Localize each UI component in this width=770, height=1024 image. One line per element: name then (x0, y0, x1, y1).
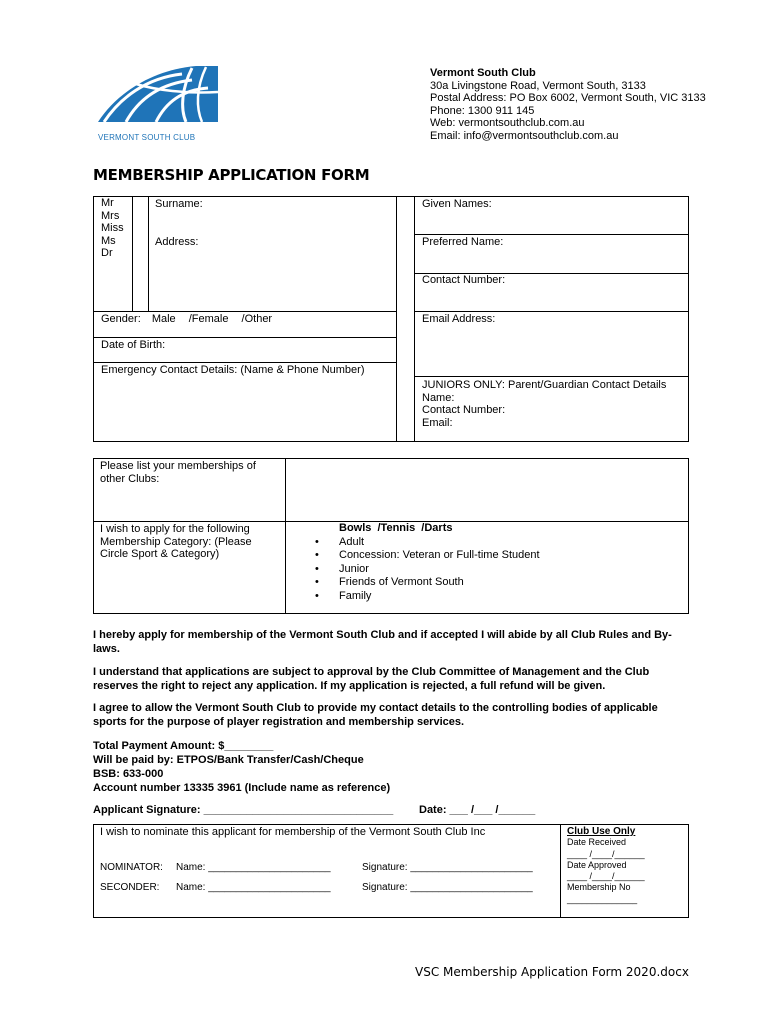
membership-no-field[interactable]: ______________ (567, 893, 638, 904)
gender-label: Gender: (101, 313, 141, 325)
declaration-privacy: I agree to allow the Vermont South Club to provide my contact details to the controlling bodies of applicable sports for the purpose of player registration and membership services. (93, 702, 658, 728)
total-payment-field[interactable]: Total Payment Amount: $________ (93, 740, 274, 752)
category-item[interactable]: • Friends of Vermont South (339, 576, 679, 590)
title-option[interactable]: Ms (101, 234, 116, 247)
date-received-field[interactable]: ____ /____/______ (567, 848, 645, 859)
other-clubs-input[interactable] (287, 460, 687, 520)
logo-text: VERMONT SOUTH CLUB (98, 133, 196, 142)
membership-no-label: Membership No (567, 882, 631, 893)
gender-option-male[interactable]: Male (151, 313, 176, 325)
logo-graphic (96, 64, 220, 124)
club-contact-block (430, 67, 750, 143)
date-approved-field[interactable]: ____ /____/______ (567, 871, 645, 882)
other-clubs-label: Please list your memberships of other Clubs: (100, 460, 256, 485)
club-email: Email: info@vermontsouthclub.com.au (430, 129, 619, 142)
category-item[interactable]: • Family (339, 590, 679, 604)
category-options (339, 522, 679, 603)
given-names-field[interactable]: Given Names: (422, 198, 492, 210)
account-number: Account number 13335 3961 (Include name as reference) (93, 782, 391, 794)
club-address: 30a Livingstone Road, Vermont South, 3133 (430, 79, 646, 92)
signature-date-field[interactable]: Date: ___ /___ /______ (419, 804, 536, 816)
payment-method: Will be paid by: ETPOS/Bank Transfer/Cash/Cheque (93, 754, 364, 766)
sports-options[interactable]: Bowls /Tennis /Darts (339, 522, 453, 534)
bsb: BSB: 633-000 (93, 768, 164, 780)
seconder-name-field[interactable]: Name: ______________________ (176, 882, 331, 893)
juniors-name-field[interactable]: Name: (422, 391, 455, 404)
title-options (101, 197, 124, 260)
form-title: MEMBERSHIP APPLICATION FORM (93, 166, 370, 184)
gender-field (101, 313, 272, 326)
emergency-contact-field[interactable]: Emergency Contact Details: (Name & Phone Number) (101, 364, 365, 376)
title-option[interactable]: Miss (101, 222, 124, 235)
email-address-field[interactable]: Email Address: (422, 313, 496, 325)
payment-block (93, 739, 683, 795)
club-use-block (567, 826, 685, 905)
juniors-contact-field[interactable]: Contact Number: (422, 404, 506, 417)
contact-number-field[interactable]: Contact Number: (422, 274, 506, 286)
gender-option-other[interactable]: /Other (241, 313, 273, 325)
preferred-name-field[interactable]: Preferred Name: (422, 236, 504, 248)
category-label: I wish to apply for the following Membership Category: (Please Circle Sport & Category) (100, 523, 252, 561)
club-use-heading: Club Use Only (567, 826, 636, 837)
seconder-label: SECONDER: (100, 882, 160, 893)
category-item[interactable]: • Junior (339, 563, 679, 577)
surname-field[interactable]: Surname: (155, 198, 203, 210)
club-phone: Phone: 1300 911 145 (430, 104, 535, 117)
date-received-label: Date Received (567, 837, 627, 848)
gender-option-female[interactable]: /Female (188, 313, 229, 325)
club-postal: Postal Address: PO Box 6002, Vermont South, VIC 3133 (430, 92, 706, 105)
nominator-signature-field[interactable]: Signature: ______________________ (362, 862, 533, 873)
nomination-intro: I wish to nominate this applicant for membership of the Vermont South Club Inc (100, 826, 486, 838)
nominator-label: NOMINATOR: (100, 862, 163, 873)
club-logo (96, 64, 220, 140)
category-item[interactable]: • Concession: Veteran or Full-time Student (339, 549, 679, 563)
declaration-rules: I hereby apply for membership of the Vermont South Club and if accepted I will abide by all Club Rules and By-laws. (93, 629, 672, 655)
club-name: Vermont South Club (430, 67, 536, 79)
juniors-contact-block (422, 379, 687, 429)
seconder-signature-field[interactable]: Signature: ______________________ (362, 882, 533, 893)
juniors-email-field[interactable]: Email: (422, 416, 453, 429)
nominator-name-field[interactable]: Name: ______________________ (176, 862, 331, 873)
club-web: Web: vermontsouthclub.com.au (430, 117, 585, 130)
title-option[interactable]: Dr (101, 247, 113, 260)
address-field[interactable]: Address: (155, 236, 199, 248)
category-item[interactable]: • Adult (339, 536, 679, 550)
title-option[interactable]: Mr (101, 197, 114, 209)
applicant-signature-field[interactable]: Applicant Signature: _______________________________ (93, 804, 394, 816)
juniors-heading: JUNIORS ONLY: Parent/Guardian Contact Details (422, 379, 667, 391)
footer-filename: VSC Membership Application Form 2020.docx (415, 965, 689, 979)
title-option[interactable]: Mrs (101, 209, 120, 222)
date-approved-label: Date Approved (567, 859, 627, 870)
dob-field[interactable]: Date of Birth: (101, 339, 166, 351)
declaration-approval: I understand that applications are subject to approval by the Club Committee of Management and the Club reserves the right to reject any application. If my application is rejected, a full refund will be given. (93, 666, 650, 692)
